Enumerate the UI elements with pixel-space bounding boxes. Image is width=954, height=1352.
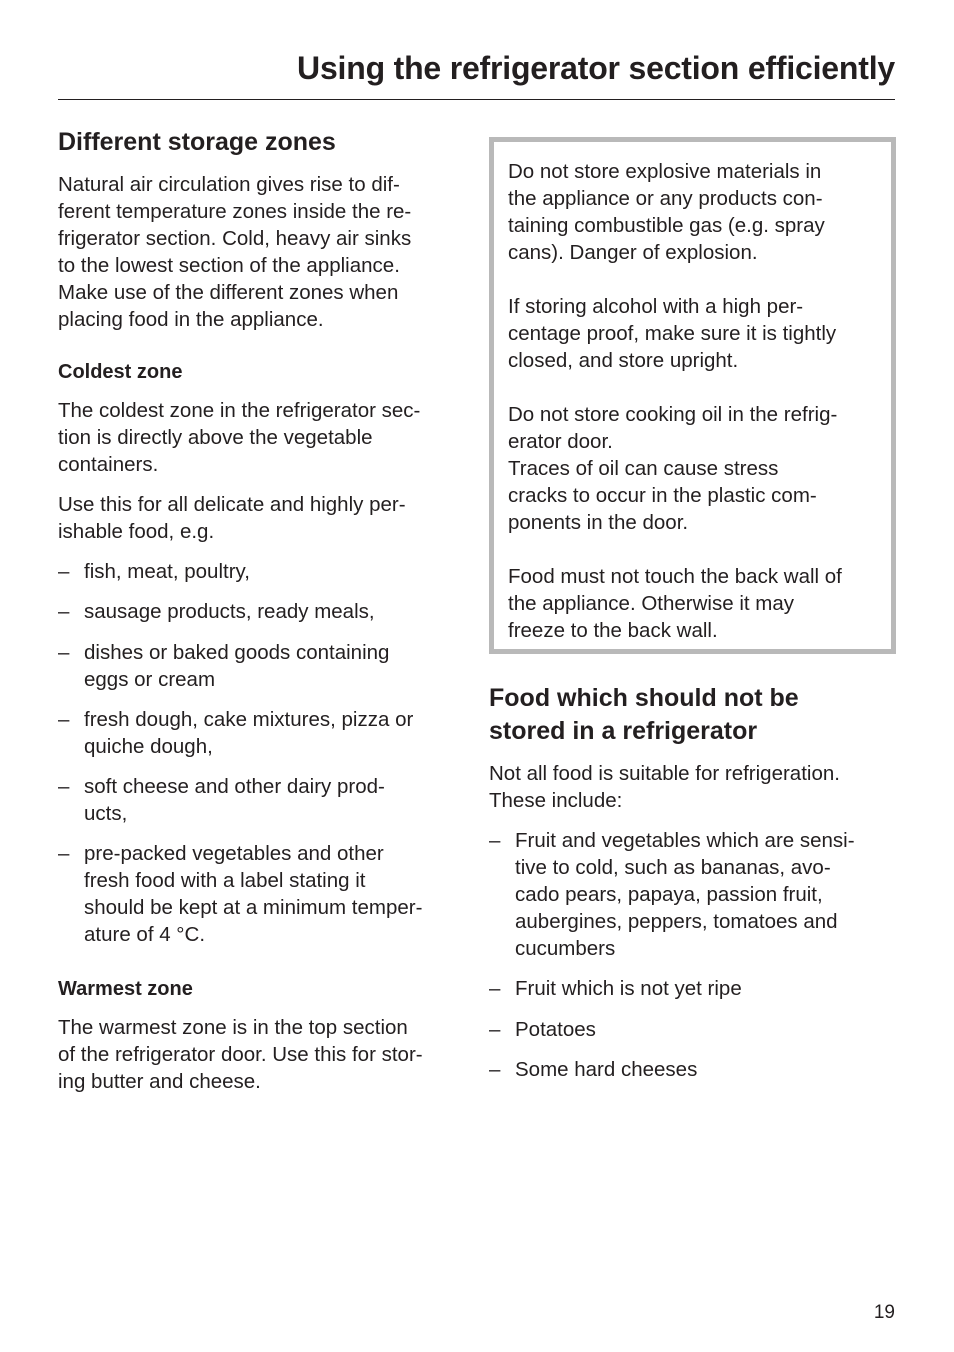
left-column — [58, 126, 470, 1095]
storage-zones-intro: Natural air circulation gives rise to dif- ferent temperature zones inside the re- frigerator section. Cold, heavy air sinks to the lowest section of the appliance. Make use of the different zones when placing food in the appliance. — [58, 173, 412, 331]
dash-marker: – — [58, 775, 70, 798]
list-item — [58, 639, 470, 693]
warning-back-wall: Food must not touch the back wall of the appliance. Otherwise it may freeze to the back wall. — [508, 565, 842, 642]
warning-box — [489, 137, 896, 654]
dash-marker: – — [489, 977, 501, 1000]
dash-marker: – — [58, 641, 70, 664]
not-stored-heading: Food which should not be stored in a refrigerator — [489, 684, 799, 745]
list-item-text: soft cheese and other dairy prod- ucts, — [84, 775, 385, 825]
dash-marker: – — [489, 1018, 501, 1041]
warning-alcohol: If storing alcohol with a high per- centage proof, make sure it is tightly closed, and store upright. — [508, 295, 837, 372]
list-item — [58, 840, 470, 948]
list-item-text: Fruit and vegetables which are sensi- tive to cold, such as bananas, avo- cado pears, papaya, passion fruit, aubergines, peppers, tomatoes and cucumbers — [515, 829, 855, 960]
coldest-zone-list — [58, 558, 470, 948]
list-item-text: dishes or baked goods containing eggs or cream — [84, 641, 390, 691]
list-item — [489, 975, 896, 1002]
list-item-text: Fruit which is not yet ripe — [515, 977, 742, 1000]
dash-marker: – — [58, 708, 70, 731]
warning-explosive: Do not store explosive materials in the appliance or any products con- taining combustible gas (e.g. spray cans). Danger of explosion. — [508, 160, 825, 264]
dash-marker: – — [58, 842, 70, 865]
list-item — [58, 558, 470, 585]
not-stored-intro: Not all food is suitable for refrigeration. These include: — [489, 762, 840, 812]
coldest-zone-usage: Use this for all delicate and highly per- ishable food, e.g. — [58, 493, 406, 543]
list-item-text: pre-packed vegetables and other fresh food with a label stating it should be kept at a minimum temper- ature of 4 °C. — [84, 842, 423, 946]
list-item-text: fresh dough, cake mixtures, pizza or quiche dough, — [84, 708, 414, 758]
warning-cooking-oil: Do not store cooking oil in the refrig- erator door. Traces of oil can cause stress cracks to occur in the plastic com- ponents in the door. — [508, 403, 838, 534]
warmest-zone-heading: Warmest zone — [58, 978, 193, 1000]
list-item — [58, 598, 470, 625]
dash-marker: – — [489, 829, 501, 852]
list-item-text: fish, meat, poultry, — [84, 560, 250, 583]
storage-zones-heading: Different storage zones — [58, 128, 336, 156]
coldest-zone-heading: Coldest zone — [58, 361, 183, 383]
list-item-text: sausage products, ready meals, — [84, 600, 375, 623]
list-item — [489, 1056, 896, 1083]
dash-marker: – — [58, 560, 70, 583]
dash-marker: – — [58, 600, 70, 623]
coldest-zone-text: The coldest zone in the refrigerator sec- tion is directly above the vegetable containers. — [58, 399, 421, 476]
page-title: Using the refrigerator section efficiently — [297, 50, 895, 86]
dash-marker: – — [489, 1058, 501, 1081]
list-item-text: Potatoes — [515, 1018, 596, 1041]
list-item — [489, 827, 896, 962]
title-divider — [58, 99, 895, 100]
page-number: 19 — [873, 1302, 895, 1323]
list-item — [489, 1016, 896, 1043]
list-item-text: Some hard cheeses — [515, 1058, 698, 1081]
list-item — [58, 773, 470, 827]
warmest-zone-text: The warmest zone is in the top section of the refrigerator door. Use this for stor- ing butter and cheese. — [58, 1016, 423, 1093]
not-stored-list — [489, 827, 896, 1083]
right-column — [489, 137, 896, 1083]
list-item — [58, 706, 470, 760]
